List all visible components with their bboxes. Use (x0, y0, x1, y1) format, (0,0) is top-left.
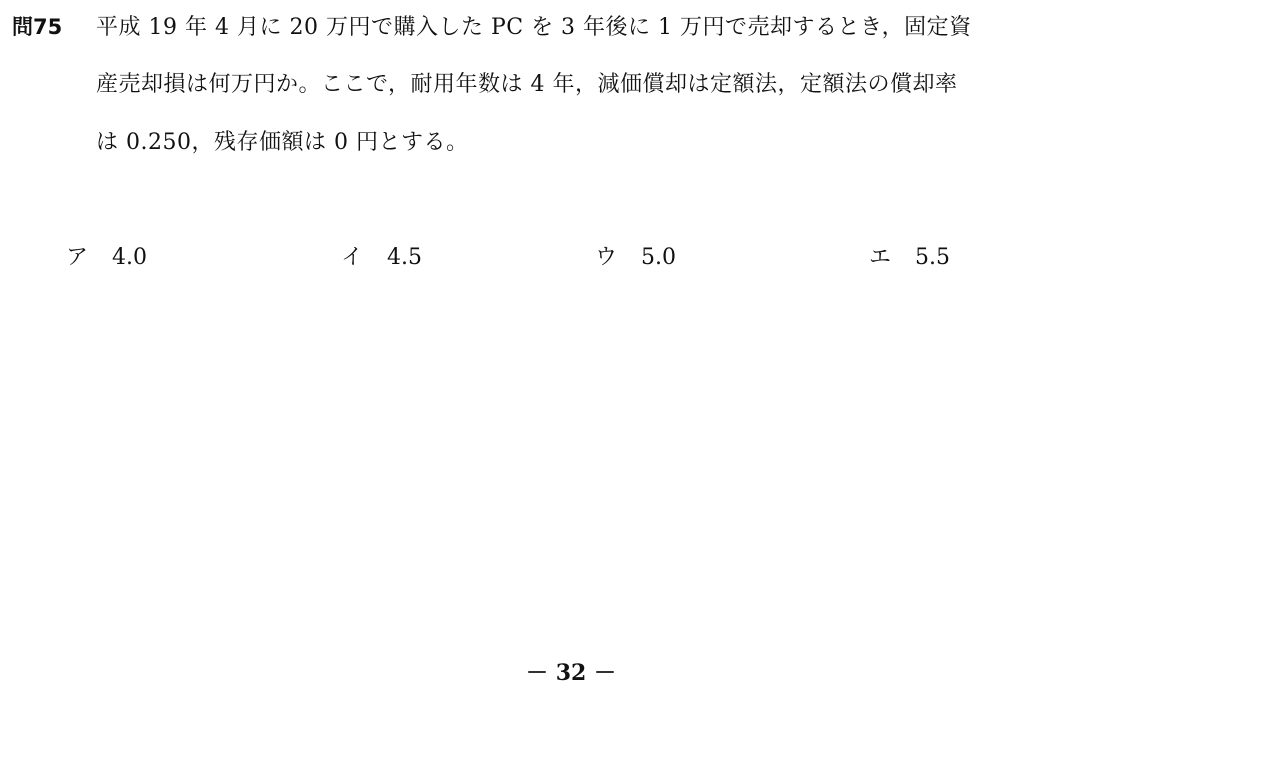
question-line-2 (12, 72, 1162, 98)
question-number: 問75 (12, 15, 63, 39)
question-line-3 (12, 130, 1162, 156)
answer-choices (0, 245, 1284, 275)
choice-label: イ (341, 245, 364, 270)
page-number: － 32 － (526, 660, 616, 686)
choice-label: ウ (595, 245, 618, 270)
question-text-line-1: 平成 19 年 4 月に 20 万円で購入した PC を 3 年後に 1 万円で売却するとき，固定資 (96, 15, 972, 40)
choice-value: 4.5 (387, 245, 422, 270)
choice-label: エ (869, 245, 892, 270)
choice-value: 5.5 (915, 245, 950, 270)
question-text-line-2: 産売却損は何万円か。ここで，耐用年数は 4 年，減価償却は定額法，定額法の償却率 (96, 72, 958, 97)
choice-e (869, 245, 950, 271)
choice-i (341, 245, 422, 271)
question-text-line-3: は 0.250，残存価額は 0 円とする。 (96, 130, 469, 155)
choice-value: 5.0 (641, 245, 676, 270)
choice-label: ア (66, 245, 89, 270)
choice-value: 4.0 (112, 245, 147, 270)
choice-u (595, 245, 676, 271)
choice-a (66, 245, 147, 271)
question-line-1 (12, 14, 1162, 40)
question-block (12, 14, 1162, 155)
